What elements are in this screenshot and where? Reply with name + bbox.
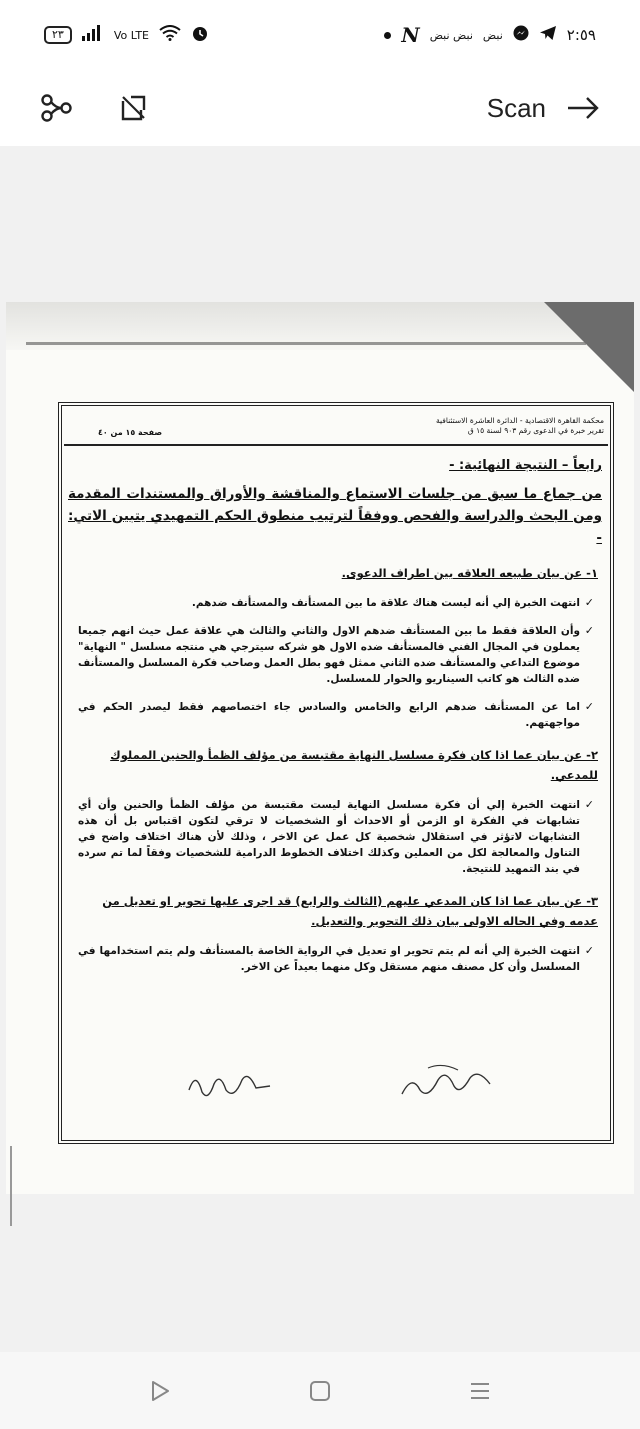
battery-icon: ٢٣ (44, 26, 72, 44)
edge-mark (10, 1146, 12, 1226)
toolbar (0, 70, 640, 146)
signatures (64, 1060, 608, 1120)
header-case: تقرير خبرة في الدعوى رقم ٩٠٣ لسنة ١٥ ق (467, 426, 604, 435)
share-icon[interactable] (40, 92, 72, 124)
telegram-icon (539, 25, 557, 45)
finding-3-1: ✓ انتهت الخبرة إلي أنه لم يتم تحوير او تعديل في الرواية الخاصة بالمستأنف ولم يتم استخدامها في المسلسل وأن كل مصنف منهم مستقل وكل منهما بعيداً عن الاخر. (78, 944, 594, 973)
toolbar-left (40, 92, 148, 124)
notification-text-1: نبض (482, 28, 503, 42)
navigation-bar (0, 1352, 640, 1429)
messenger-icon (513, 25, 529, 45)
header-divider (64, 444, 608, 446)
finding-1-1: ✓ انتهت الخبرة إلي أنه ليست هناك علاقة ما بين المستأنف والمستأنف ضدهم. (191, 596, 594, 609)
check-icon: ✓ (584, 596, 594, 609)
page-edge (26, 342, 586, 345)
signature-left (184, 1060, 274, 1108)
alarm-icon (191, 24, 209, 46)
header-court-block (436, 416, 604, 436)
page-fold (544, 302, 634, 392)
signature-right (398, 1060, 498, 1108)
header-court: محكمة القاهرة الاقتصادية - الدائرة العاشرة الاستئنافية (435, 416, 604, 425)
status-right (384, 23, 596, 47)
crop-icon[interactable] (118, 93, 148, 123)
document-content (64, 410, 608, 1136)
question-3: ٣- عن بيان عما اذا كان المدعي عليهم (الثالث والرابع) قد اجرى عليها تحوير او تعديل من عدمه وفي الحاله الاولى بيان ذلك التحوير والتعديل. (102, 894, 598, 928)
finding-1-2: ✓ وأن العلاقة فقط ما بين المستأنف ضدهم الاول والثاني والثالث هي علاقة عمل حيث انهم جميعا يعملون في المجال الفني فالمستأنف ضده الاول هو شركه سيترجي هي منتجه مسلسل " النهاية" موضوع التداعي والمستأنف ضده الثاني ممثل فهو بطل العمل وصاحب فكرة المسلسل والمستأنف ضده الثالث هو كاتب السيناريو والحوار للمسلسل. (78, 624, 594, 685)
notification-dot-icon (384, 32, 391, 39)
check-icon: ✓ (584, 944, 594, 957)
status-left (44, 24, 209, 46)
question-2: ٢- عن بيان عما اذا كان فكرة مسلسل النهاية مقتبسة من مؤلف الظمأ والحنين المملوك للمدعي. (110, 748, 598, 782)
back-icon[interactable] (148, 1379, 172, 1403)
check-icon: ✓ (584, 798, 594, 811)
n-app-icon: N (401, 23, 420, 47)
scan-button[interactable]: Scan (486, 92, 546, 123)
status-bar (0, 0, 640, 70)
doc-header (64, 410, 608, 450)
finding-1-3: ✓ اما عن المستأنف ضدهم الرابع والخامس والسادس جاء اختصاصهم فقط ليصدر الحكم في مواجهتهم. (78, 700, 594, 729)
check-icon: ✓ (584, 700, 594, 713)
section-title: رابعاً – النتيجة النهائية: - (449, 458, 602, 473)
scanned-page (6, 302, 634, 1194)
wifi-icon (159, 25, 181, 45)
toolbar-right (487, 93, 600, 124)
check-icon: ✓ (584, 624, 594, 637)
recents-icon[interactable] (468, 1379, 492, 1403)
volte-icon: Vo LTE (113, 28, 150, 42)
finding-2-1: ✓ انتهت الخبرة إلي أن فكرة مسلسل النهاية ليست مقتبسة من مؤلف الظمأ والحنين وأن أي تشابهات في الفكرة او الزمن أو الاحداث أو الشخصيات لا ترقي لتكون اقتباس بل أن هذه التشابهات لاتؤثر في استقلال شخصية كل عمل عن الاخر ، وذلك لأن هناك اختلاف واضح في التناول والمعالجة لكل من العملين وكذلك اختلاف الخطوط الدرامية للشخصيات وفقاً لما تم سرده في بند التمهيد للنتيجة. (78, 798, 594, 875)
signal-icon (82, 25, 104, 45)
status-time: ٢:٥٩ (566, 26, 596, 44)
notification-text-2: نبض نبض (429, 28, 473, 42)
header-page-number: صفحة ١٥ من ٤٠ (98, 428, 163, 437)
document-area (0, 146, 640, 1352)
home-icon[interactable] (308, 1379, 332, 1403)
arrow-right-icon[interactable] (566, 96, 600, 120)
intro-paragraph: من جماع ما سبق من جلسات الاستماع والمناقشة والأوراق والمستندات المقدمة ومن البحث والدراسة والفحص ووفقاً لترتيب منطوق الحكم التمهيدي يتبين الاتي: - (68, 486, 602, 546)
question-1: ١- عن بيان طبيعه العلاقه بين اطراف الدعوى. (341, 566, 598, 580)
